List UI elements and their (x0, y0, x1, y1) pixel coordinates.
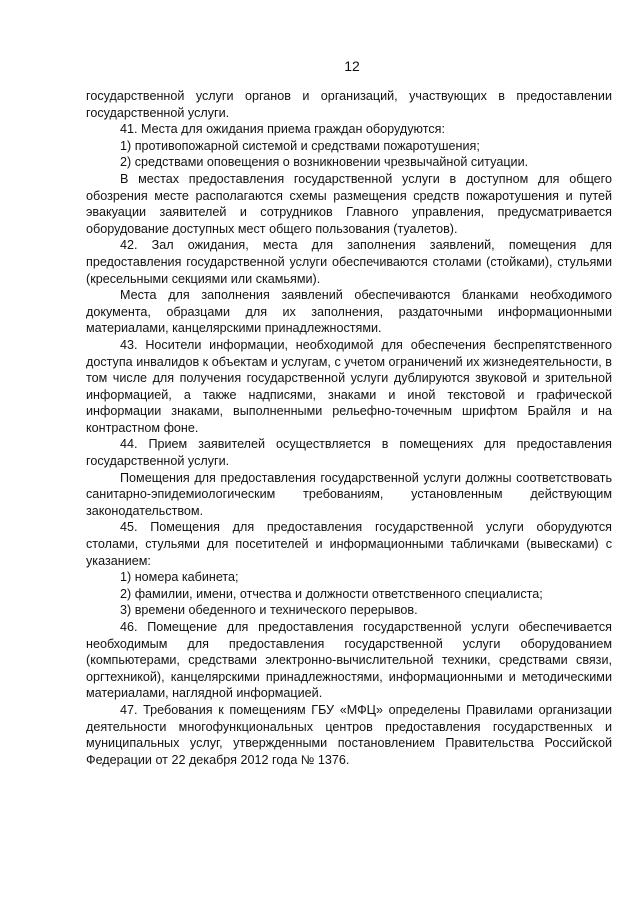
list-item: 2) фамилии, имени, отчества и должности ответственного специалиста; (120, 586, 543, 601)
paragraph: 42. Зал ожидания, места для заполнения заявлений, помещения для предоставления государственной услуги обеспечиваются столами (стойками), стульями (кресельными секциями или скамьями). (86, 238, 612, 286)
paragraph: В местах предоставления государственной услуги в доступном для общего обозрения месте располагаются схемы размещения средств пожаротушения и путей эвакуации заявителей и сотрудников Главного управления, предусматривается оборудование доступных мест общего пользования (туалетов). (86, 171, 612, 236)
paragraph: Помещения для предоставления государственной услуги должны соответствовать санитарно-эпидемиологическим требованиям, установленным действующим законодательством. (86, 470, 612, 518)
paragraph: 47. Требования к помещениям ГБУ «МФЦ» определены Правилами организации деятельности многофункциональных центров предоставления государственных и муниципальных услуг, утвержденными постановлением Правительства Российской Федерации от 22 декабря 2012 года № 1376. (86, 702, 612, 767)
paragraph: 44. Прием заявителей осуществляется в помещениях для предоставления государственной услуги. (86, 437, 612, 469)
document-body (86, 88, 612, 768)
page-number: 12 (344, 58, 360, 74)
list-item: 3) времени обеденного и технического перерывов. (120, 603, 418, 618)
list-item: 2) средствами оповещения о возникновении чрезвычайной ситуации. (120, 155, 529, 170)
paragraph: 43. Носители информации, необходимой для обеспечения беспрепятственного доступа инвалидов к объектам и услугам, с учетом ограничений их жизнедеятельности, в том числе для получения государственной услуги дублируются звуковой и зрительной информацией, а также надписями, знаками и иной текстовой и графической информации знаками, выполненными рельефно-точечным шрифтом Брайля и на контрастном фоне. (86, 337, 612, 435)
paragraph: 45. Помещения для предоставления государственной услуги оборудуются столами, стульями для посетителей и информационными табличками (вывесками) с указанием: (86, 520, 612, 568)
list-item: 1) противопожарной системой и средствами пожаротушения; (120, 138, 480, 153)
paragraph: Места для заполнения заявлений обеспечиваются бланками необходимого документа, образцами для их заполнения, раздаточными информационными материалами, канцелярскими принадлежностями. (86, 288, 612, 336)
paragraph: 46. Помещение для предоставления государственной услуги обеспечивается необходимым для предоставления государственной услуги оборудованием (компьютерами, средствами электронно-вычислительной техники, средствами связи, оргтехникой), канцелярскими принадлежностями, информационными и методическими материалами, наглядной информацией. (86, 620, 612, 701)
paragraph: 41. Места для ожидания приема граждан оборудуются: (120, 122, 445, 137)
paragraph: государственной услуги органов и организаций, участвующих в предоставлении государственной услуги. (86, 89, 612, 120)
list-item: 1) номера кабинета; (120, 570, 239, 585)
